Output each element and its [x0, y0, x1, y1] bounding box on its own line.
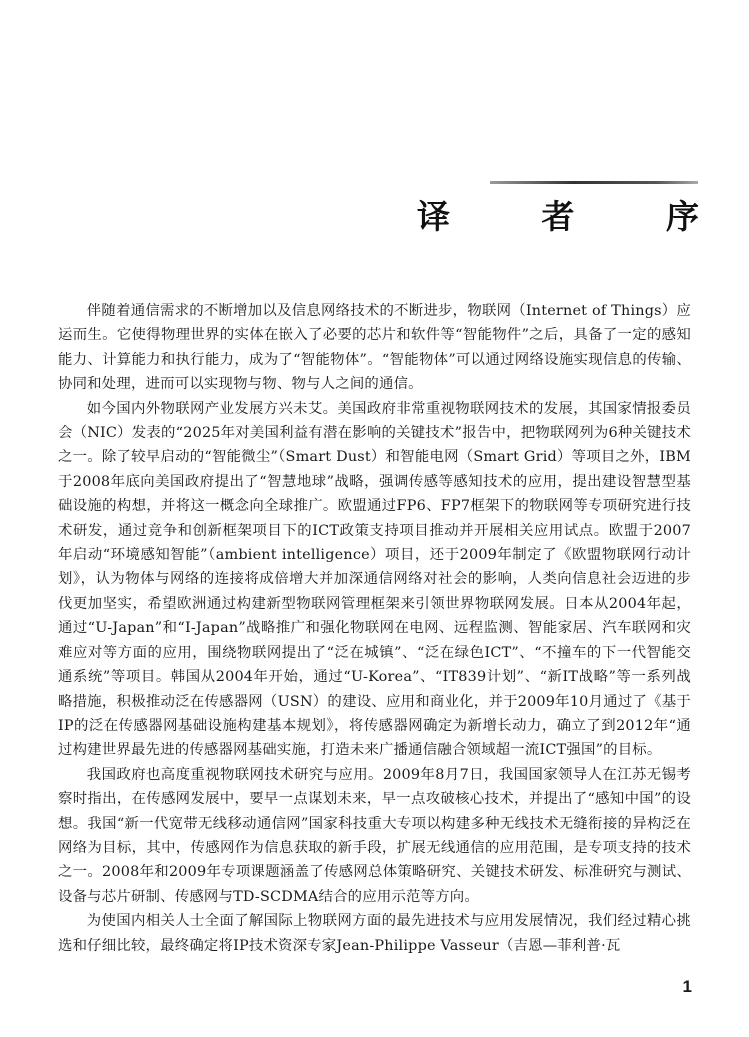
- paragraph: 伴随着通信需求的不断增加以及信息网络技术的不断进步，物联网（Internet of Things）应运而生。它使得物理世界的实体在嵌入了必要的芯片和软件等“智能物件”之后，具备了一定的感知能力、计算能力和执行能力，成为了“智能物体”。“智能物体”可以通过网络设施实现信息的传输、协同和处理，进而可以实现物与物、物与人之间的通信。: [58, 303, 691, 393]
- title-rule: [490, 181, 698, 184]
- paragraph: 如今国内外物联网产业发展方兴未艾。美国政府非常重视物联网技术的发展，其国家情报委员会（NIC）发表的“2025年对美国利益有潜在影响的关键技术”报告中，把物联网列为6种关键技术之一。除了较早启动的“智能微尘”（Smart Dust）和智能电网（Smart Grid）等项目之外，IBM于2008年底向美国政府提出了“智慧地球”战略，强调传感等感知技术的应用，提出建设智慧型基础设施的构想，并将这一概念向全球推广。欧盟通过FP6、FP7框架下的物联网等专项研究进行技术研发，通过竞争和创新框架项目下的ICT政策支持项目推动并开展相关应用试点。欧盟于2007年启动“环境感知智能”（ambient intelligence）项目，还于2009年制定了《欧盟物联网行动计划》，认为物体与网络的连接将成倍增大并加深通信网络对社会的影响，人类向信息社会迈进的步伐更加坚实，希望欧洲通过构建新型物联网管理框架来引领世界物联网发展。日本从2004年起，通过“U-Japan”和“I-Japan”战略推广和强化物联网在电网、远程监测、智能家居、汽车联网和灾难应对等方面的应用，围绕物联网提出了“泛在城镇”、“泛在绿色ICT”、“不撞车的下一代智能交通系统”等项目。韩国从2004年开始，通过“U-Korea”、“IT839计划”、“新IT战略”等一系列战略措施，积极推动泛在传感器网（USN）的建设、应用和商业化，并于2009年10月通过了《基于IP的泛在传感器网基础设施构建基本规划》，将传感器网确定为新增长动力，确立了到2012年“通过构建世界最先进的传感器网基础实施，打造未来广播通信融合领域超一流ICT强国”的目标。: [58, 400, 691, 759]
- body-text: [58, 299, 691, 958]
- paragraph: 我国政府也高度重视物联网技术研究与应用。2009年8月7日，我国国家领导人在江苏无锡考察时指出，在传感网发展中，要早一点谋划未来，早一点攻破核心技术，并提出了“感知中国”的设想。我国“新一代宽带无线移动通信网”国家科技重大专项以构建多种无线技术无缝衔接的异构泛在网络为目标，其中，传感网作为信息获取的新手段，扩展无线通信的应用范围，是专项支持的技术之一。2008年和2009年专项课题涵盖了传感网总体策略研究、关键技术研发、标准研究与测试、设备与芯片研制、传感网与TD-SCDMA结合的应用示范等方向。: [58, 766, 691, 905]
- page-number: 1: [682, 977, 692, 996]
- paragraph: 为使国内相关人士全面了解国际上物联网方面的最先进技术与应用发展情况，我们经过精心挑选和仔细比较，最终确定将IP技术资深专家Jean-Philippe Vasseur（吉恩—菲利普·瓦: [58, 913, 691, 954]
- page-title: 译 者 序: [417, 197, 739, 236]
